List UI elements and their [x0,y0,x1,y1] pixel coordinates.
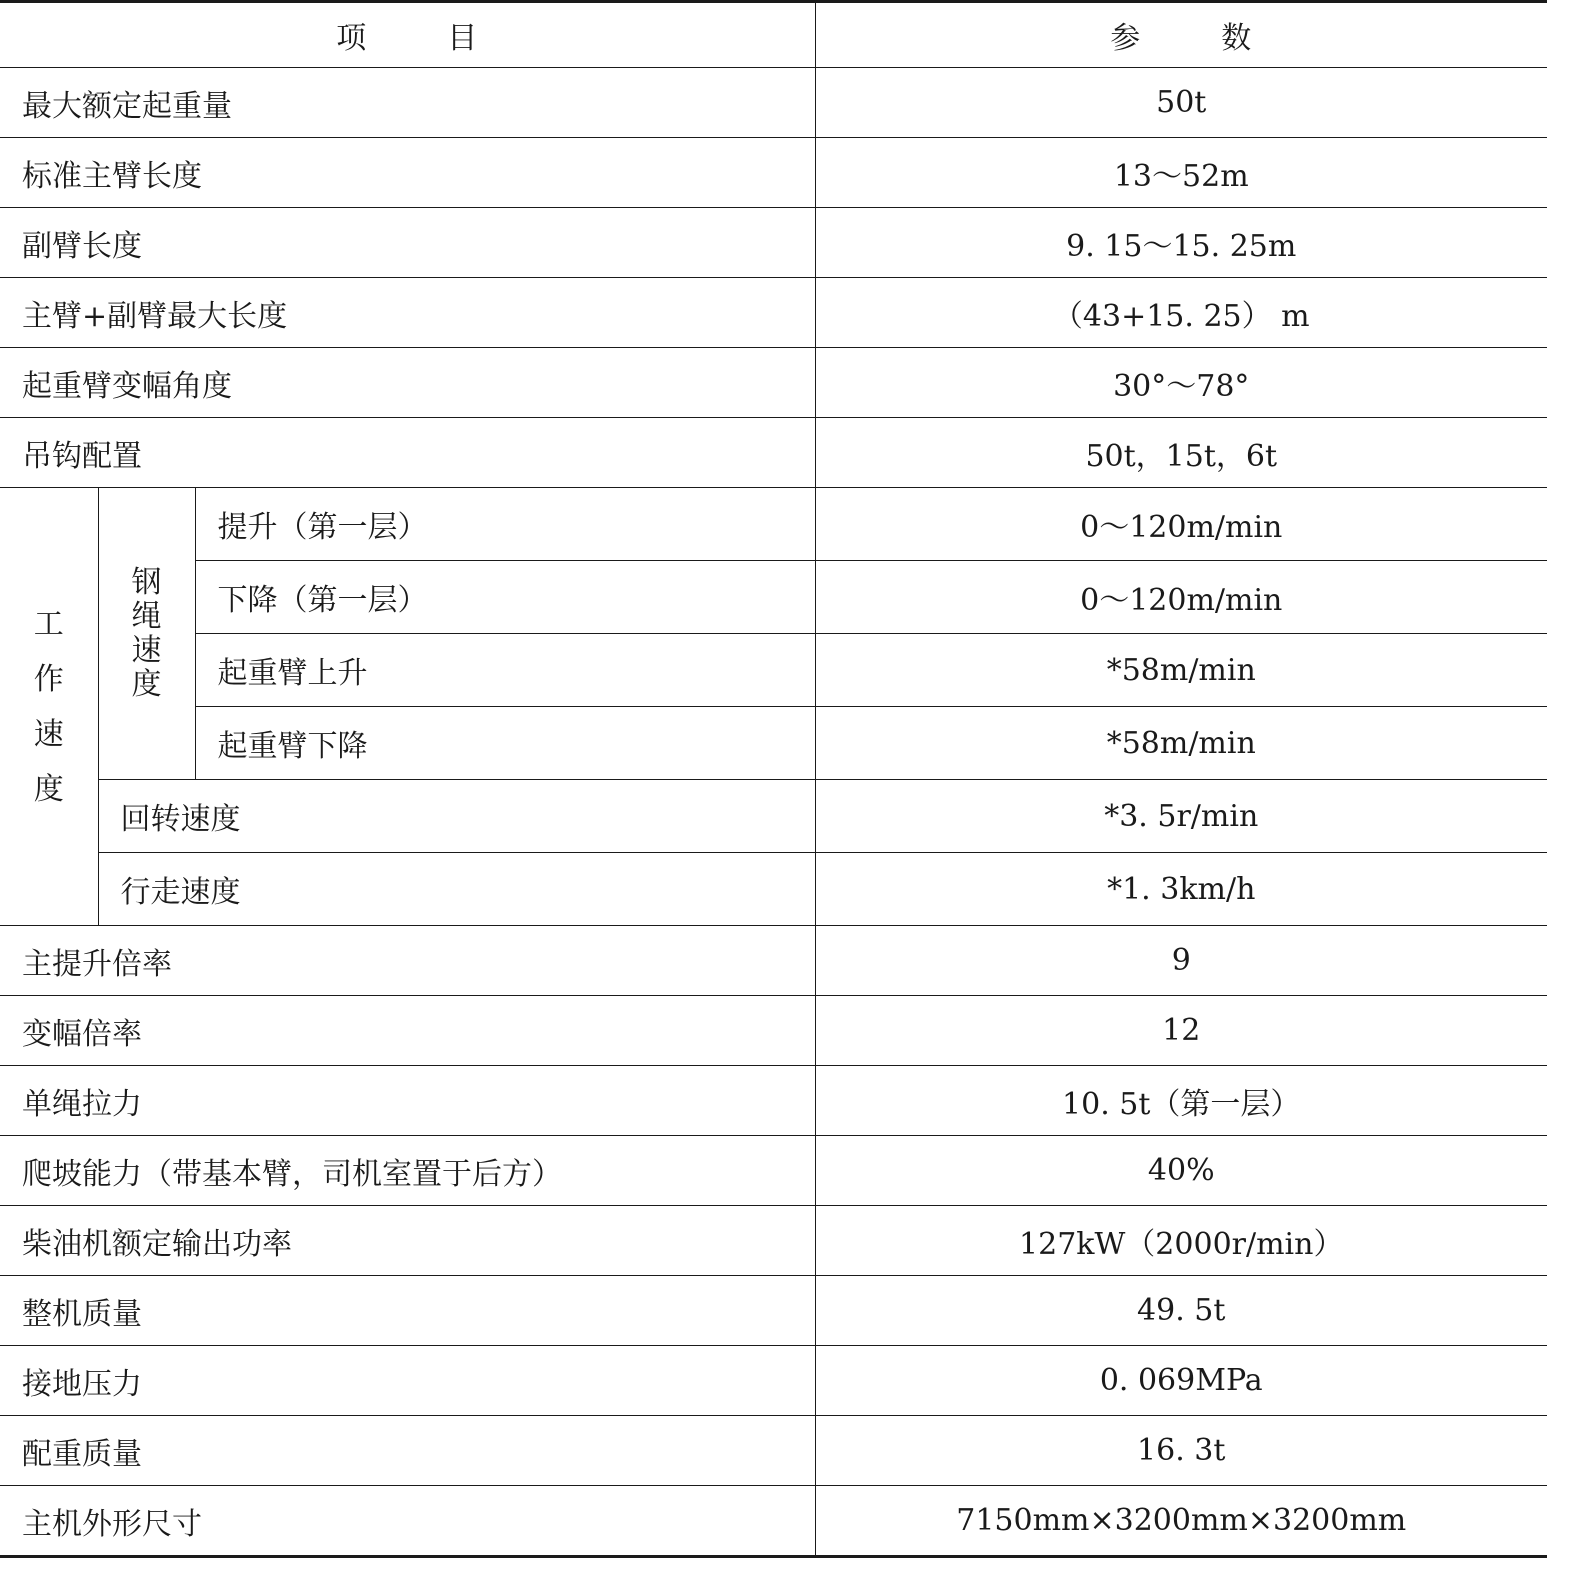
table-row [0,926,1547,996]
row-value: 30°～78° [815,348,1547,418]
table-row [0,488,1547,561]
table-row [0,348,1547,418]
row-label: 单绳拉力 [0,1066,815,1136]
table-row [0,707,1547,780]
row-label: 标准主臂长度 [0,138,815,208]
table-row [0,68,1547,138]
table-header-row [0,2,1547,68]
row-label: 主臂+副臂最大长度 [0,278,815,348]
row-label: 起重臂上升 [195,634,815,707]
row-label: 主机外形尺寸 [0,1486,815,1557]
table-row [0,780,1547,853]
row-label: 提升（第一层） [195,488,815,561]
row-label: 变幅倍率 [0,996,815,1066]
row-value: *58m/min [815,634,1547,707]
row-value: *3. 5r/min [815,780,1547,853]
row-label: 行走速度 [98,853,815,926]
header-parameter: 参 数 [815,2,1547,68]
table-row [0,1276,1547,1346]
row-label: 下降（第一层） [195,561,815,634]
row-value: （43+15. 25） m [815,278,1547,348]
row-value: 0～120m/min [815,488,1547,561]
row-label: 主提升倍率 [0,926,815,996]
row-value: 127kW（2000r/min） [815,1206,1547,1276]
row-label: 吊钩配置 [0,418,815,488]
row-value: 9 [815,926,1547,996]
table-row [0,996,1547,1066]
row-value: 9. 15～15. 25m [815,208,1547,278]
row-label: 柴油机额定输出功率 [0,1206,815,1276]
table-row [0,1066,1547,1136]
row-label: 接地压力 [0,1346,815,1416]
row-value: 10. 5t（第一层） [815,1066,1547,1136]
row-value: 50t，15t，6t [815,418,1547,488]
row-label: 配重质量 [0,1416,815,1486]
row-value: 7150mm×3200mm×3200mm [815,1486,1547,1557]
header-item: 项 目 [0,2,815,68]
table-row [0,278,1547,348]
row-value: 50t [815,68,1547,138]
working-speed-group-label: 工 作 速 度 [0,488,98,926]
row-value: 13～52m [815,138,1547,208]
row-value: 0～120m/min [815,561,1547,634]
table-row [0,418,1547,488]
row-label: 整机质量 [0,1276,815,1346]
row-label: 爬坡能力（带基本臂，司机室置于后方） [0,1136,815,1206]
table-row [0,561,1547,634]
table-row [0,1416,1547,1486]
row-value: 40% [815,1136,1547,1206]
table-row [0,634,1547,707]
table-row [0,1486,1547,1557]
table-row [0,1346,1547,1416]
row-label: 起重臂下降 [195,707,815,780]
row-value: *1. 3km/h [815,853,1547,926]
row-value: 49. 5t [815,1276,1547,1346]
table-row [0,1206,1547,1276]
row-value: *58m/min [815,707,1547,780]
row-label: 起重臂变幅角度 [0,348,815,418]
table-row [0,853,1547,926]
table-row [0,1136,1547,1206]
row-value: 12 [815,996,1547,1066]
rope-speed-group-label: 钢 绳 速 度 [98,488,195,780]
table-row [0,138,1547,208]
row-label: 最大额定起重量 [0,68,815,138]
row-label: 副臂长度 [0,208,815,278]
row-label: 回转速度 [98,780,815,853]
row-value: 0. 069MPa [815,1346,1547,1416]
table-row [0,208,1547,278]
row-value: 16. 3t [815,1416,1547,1486]
